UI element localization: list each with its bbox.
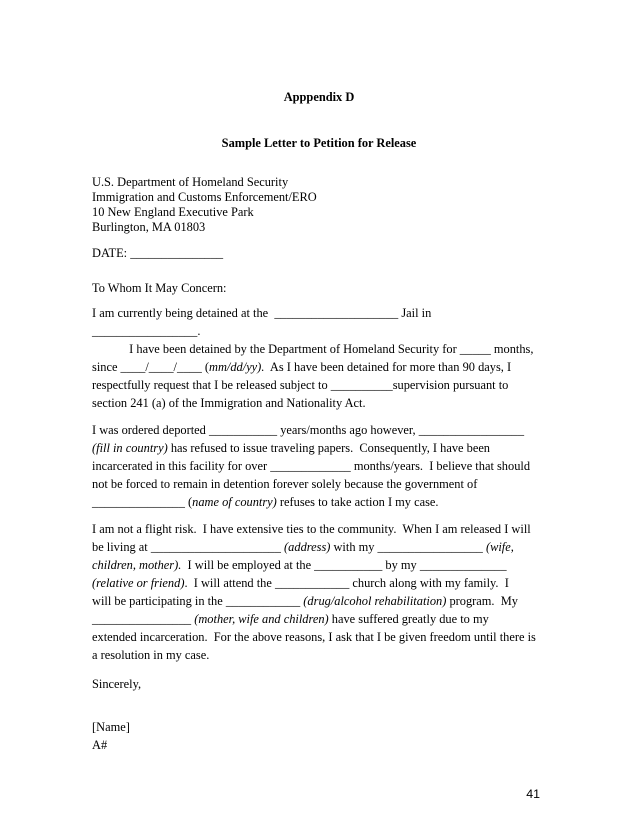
letter-line	[92, 477, 477, 492]
text: has refused to issue traveling papers. Consequently, I have been	[167, 441, 491, 455]
text: since ____/____/____ (	[92, 360, 210, 374]
text: a resolution in my case.	[92, 648, 210, 662]
letter-line	[92, 324, 200, 339]
letter-line	[92, 522, 531, 537]
letter-line	[92, 594, 518, 609]
text: I am currently being detained at the ____________________ Jail in	[92, 306, 432, 320]
text: I am not a flight risk. I have extensive ties to the community. When I am released I will	[92, 522, 531, 536]
letter-line	[92, 378, 508, 393]
signature-line: A#	[92, 738, 108, 752]
text: As I have been detained for more than 90 days, I	[264, 360, 512, 374]
italic-text: mm/dd/yy).	[209, 360, 265, 374]
italic-text: (wife,	[485, 540, 514, 554]
address-line: Immigration and Customs Enforcement/ERO	[92, 190, 317, 204]
letter-line	[92, 612, 489, 627]
text: _______________ (	[92, 495, 193, 509]
text: I will be employed at the ___________ by my ______________	[181, 558, 507, 572]
address-line: U.S. Department of Homeland Security	[92, 175, 289, 189]
italic-text: (drug/alcohol rehabilitation)	[303, 594, 447, 608]
text: with my _________________	[330, 540, 486, 554]
letter-line	[92, 576, 509, 591]
letter-line	[92, 441, 490, 456]
letter-line	[92, 360, 511, 375]
text: . I will attend the ____________ church along with my family. I	[184, 576, 509, 590]
letter-line	[92, 495, 439, 510]
text: refuses to take action I my case.	[276, 495, 439, 509]
address-line: 10 New England Executive Park	[92, 205, 254, 219]
salutation: To Whom It May Concern:	[92, 281, 227, 295]
letter-title: Sample Letter to Petition for Release	[221, 136, 417, 150]
letter-line	[92, 423, 524, 438]
letter-line	[92, 540, 514, 555]
text: _________________.	[92, 324, 201, 338]
letter-line	[92, 459, 530, 474]
text: be living at _____________________	[92, 540, 285, 554]
italic-text: (address)	[284, 540, 331, 554]
text: I have been detained by the Department of Homeland Security for _____ months,	[92, 342, 534, 356]
italic-text: children, mother).	[92, 558, 182, 572]
text: extended incarceration. For the above reasons, I ask that I be given freedom until there is	[92, 630, 536, 644]
letter-line	[92, 630, 536, 645]
text: ________________	[92, 612, 195, 626]
appendix-heading: Apppendix D	[283, 90, 355, 104]
letter-line	[92, 648, 209, 663]
text: not be forced to remain in detention forever solely because the government of	[92, 477, 478, 491]
italic-text: name of country)	[192, 495, 277, 509]
text: have suffered greatly due to my	[328, 612, 489, 626]
date-line: DATE: _______________	[92, 246, 224, 260]
italic-text: (relative or friend)	[92, 576, 185, 590]
text: will be participating in the ____________	[92, 594, 304, 608]
text: program. My	[446, 594, 518, 608]
text: respectfully request that I be released subject to __________supervision pursuant to	[92, 378, 509, 392]
letter-line	[92, 558, 507, 573]
italic-text: (fill in country)	[92, 441, 168, 455]
signature-line: [Name]	[92, 720, 130, 734]
letter-line	[92, 396, 366, 411]
text: incarcerated in this facility for over _____________ months/years. I believe that should	[92, 459, 531, 473]
address-line: Burlington, MA 01803	[92, 220, 206, 234]
text: section 241 (a) of the Immigration and Nationality Act.	[92, 396, 366, 410]
page-number: 41	[526, 787, 540, 801]
text: I was ordered deported ___________ years/months ago however, _________________	[92, 423, 525, 437]
italic-text: (mother, wife and children)	[194, 612, 329, 626]
letter-line	[92, 342, 533, 357]
letter-line	[92, 306, 431, 321]
closing: Sincerely,	[92, 677, 142, 691]
